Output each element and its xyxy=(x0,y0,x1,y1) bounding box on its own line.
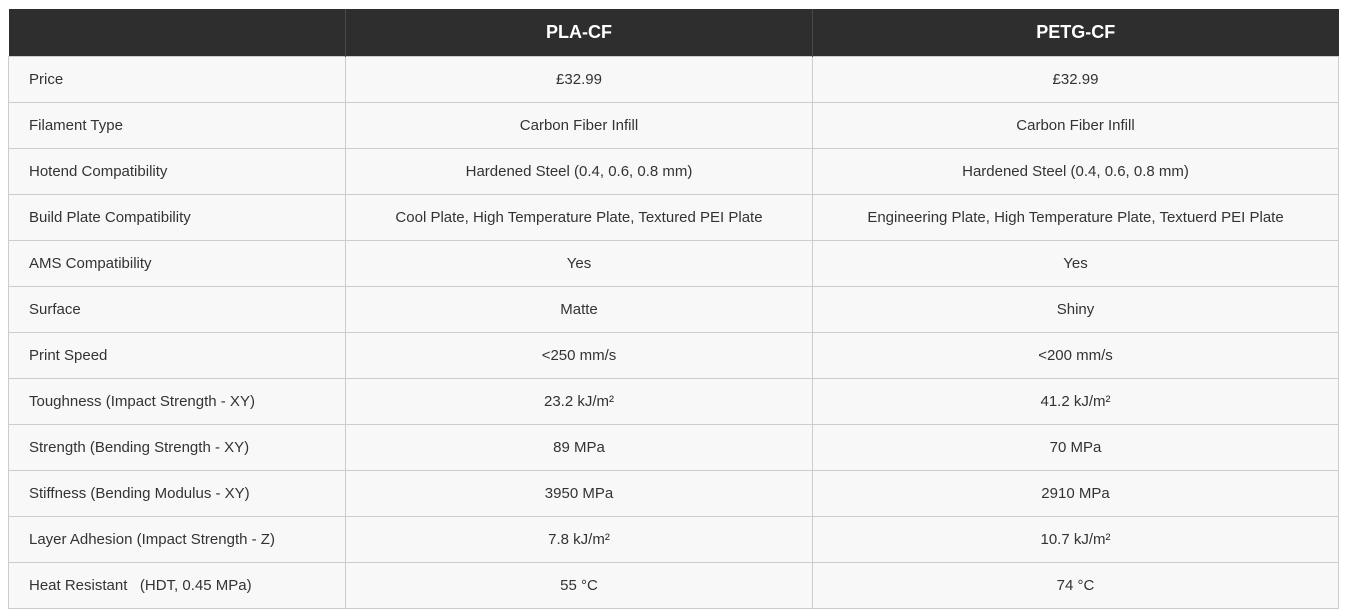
spec-name: Build Plate Compatibility xyxy=(9,195,346,241)
pla-cf-value: Carbon Fiber Infill xyxy=(346,103,813,149)
table-row xyxy=(9,425,1339,471)
table-row xyxy=(9,333,1339,379)
petg-cf-value: 74 °C xyxy=(813,563,1339,609)
petg-cf-value: Shiny xyxy=(813,287,1339,333)
header-row xyxy=(9,9,1339,57)
petg-cf-value: 70 MPa xyxy=(813,425,1339,471)
spec-name: Filament Type xyxy=(9,103,346,149)
spec-name: Hotend Compatibility xyxy=(9,149,346,195)
spec-name: Surface xyxy=(9,287,346,333)
header-pla-cf: PLA-CF xyxy=(346,9,813,57)
spec-name: AMS Compatibility xyxy=(9,241,346,287)
pla-cf-value: <250 mm/s xyxy=(346,333,813,379)
table-row xyxy=(9,517,1339,563)
petg-cf-value: Hardened Steel (0.4, 0.6, 0.8 mm) xyxy=(813,149,1339,195)
petg-cf-value: Engineering Plate, High Temperature Plate, Textuerd PEI Plate xyxy=(813,195,1339,241)
petg-cf-value: £32.99 xyxy=(813,57,1339,103)
petg-cf-value: 2910 MPa xyxy=(813,471,1339,517)
pla-cf-value: 89 MPa xyxy=(346,425,813,471)
table-row xyxy=(9,379,1339,425)
pla-cf-value: 55 °C xyxy=(346,563,813,609)
petg-cf-value: Carbon Fiber Infill xyxy=(813,103,1339,149)
table-row xyxy=(9,195,1339,241)
table-row xyxy=(9,57,1339,103)
table-header xyxy=(9,9,1339,57)
table-row xyxy=(9,471,1339,517)
table-row xyxy=(9,241,1339,287)
pla-cf-value: Cool Plate, High Temperature Plate, Textured PEI Plate xyxy=(346,195,813,241)
pla-cf-value: Hardened Steel (0.4, 0.6, 0.8 mm) xyxy=(346,149,813,195)
table-row xyxy=(9,149,1339,195)
spec-name: Print Speed xyxy=(9,333,346,379)
petg-cf-value: 10.7 kJ/m² xyxy=(813,517,1339,563)
pla-cf-value: Yes xyxy=(346,241,813,287)
petg-cf-value: <200 mm/s xyxy=(813,333,1339,379)
pla-cf-value: £32.99 xyxy=(346,57,813,103)
spec-name: Toughness (Impact Strength - XY) xyxy=(9,379,346,425)
spec-name: Layer Adhesion (Impact Strength - Z) xyxy=(9,517,346,563)
spec-name: Price xyxy=(9,57,346,103)
header-petg-cf: PETG-CF xyxy=(813,9,1339,57)
spec-name: Stiffness (Bending Modulus - XY) xyxy=(9,471,346,517)
table-body xyxy=(9,57,1339,609)
pla-cf-value: 3950 MPa xyxy=(346,471,813,517)
spec-name: Heat Resistant (HDT, 0.45 MPa) xyxy=(9,563,346,609)
table-row xyxy=(9,287,1339,333)
petg-cf-value: Yes xyxy=(813,241,1339,287)
spec-name: Strength (Bending Strength - XY) xyxy=(9,425,346,471)
table-row xyxy=(9,103,1339,149)
comparison-table-wrapper xyxy=(8,9,1338,609)
header-spec-column xyxy=(9,9,346,57)
pla-cf-value: 7.8 kJ/m² xyxy=(346,517,813,563)
pla-cf-value: Matte xyxy=(346,287,813,333)
filament-comparison-table xyxy=(8,9,1339,609)
table-row xyxy=(9,563,1339,609)
pla-cf-value: 23.2 kJ/m² xyxy=(346,379,813,425)
petg-cf-value: 41.2 kJ/m² xyxy=(813,379,1339,425)
